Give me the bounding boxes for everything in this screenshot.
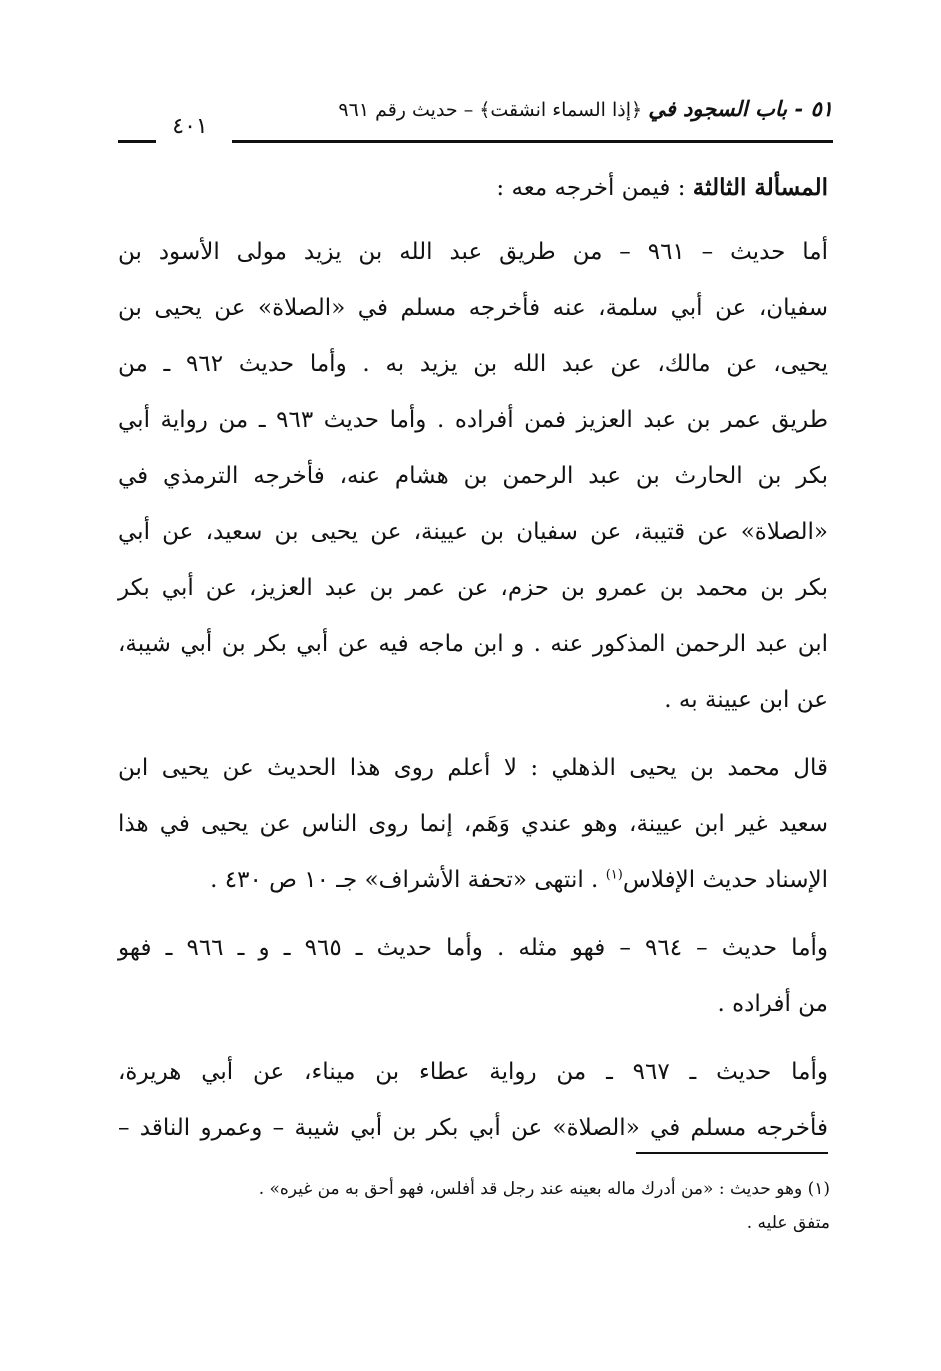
footnotes — [118, 1172, 830, 1240]
section-heading-rest: : فيمن أخرجه معه : — [496, 175, 686, 201]
hadith-reference: – حديث رقم ٩٦١ — [338, 99, 474, 121]
header-rule — [232, 140, 833, 143]
footnote-separator — [636, 1152, 828, 1154]
footnote-line: متفق عليه . — [746, 1213, 830, 1233]
text-line: عن ابن عيينة به . — [664, 687, 828, 713]
paragraph — [118, 224, 828, 728]
chapter-title: ٥١ - باب السجود في — [648, 96, 833, 121]
text-line: وأما حديث ـ ٩٦٧ ـ من رواية عطاء بن ميناء، عن أبي هريرة، — [118, 1059, 828, 1085]
text-line: بكر بن محمد بن عمرو بن حزم، عن عمر بن عبد العزيز، عن أبي بكر — [118, 575, 828, 601]
text-line: ابن عبد الرحمن المذكور عنه . و ابن ماجه فيه عن أبي بكر بن أبي شيبة، — [118, 631, 828, 657]
main-text — [118, 168, 828, 1168]
text-line: قال محمد بن يحيى الذهلي : لا أعلم روى هذا الحديث عن يحيى ابن — [118, 755, 828, 781]
text-line: فأخرجه مسلم في «الصلاة» عن أبي بكر بن أبي شيبة – وعمرو الناقد – — [118, 1115, 828, 1141]
footnote-marker: (١) — [605, 867, 623, 883]
text-line: يحيى، عن مالك، عن عبد الله بن يزيد به . وأما حديث ٩٦٢ ـ من — [118, 351, 828, 377]
text-line: وأما حديث – ٩٦٤ – فهو مثله . وأما حديث ـ ٩٦٥ ـ و ـ ٩٦٦ ـ فهو — [118, 935, 829, 961]
text-line: سفيان، عن أبي سلمة، عنه فأخرجه مسلم في «الصلاة» عن يحيى بن — [118, 295, 828, 321]
text-line: سعيد غير ابن عيينة، وهو عندي وَهَم، إنما روى الناس عن يحيى في هذا — [118, 811, 828, 837]
text-line: «الصلاة» عن قتيبة، عن سفيان بن عيينة، عن يحيى بن سعيد، عن أبي — [118, 519, 828, 545]
paragraph — [118, 1044, 828, 1156]
section-heading — [118, 168, 828, 208]
page-number-rule — [118, 140, 156, 143]
text-segment: الإسناد حديث الإفلاس — [622, 867, 828, 893]
surah-reference: ﴿إذا السماء انشقت﴾ — [479, 99, 643, 121]
text-line: أما حديث – ٩٦١ – من طريق عبد الله بن يزيد مولى الأسود بن — [118, 239, 828, 265]
paragraph — [118, 920, 828, 1032]
text-line: بكر بن الحارث بن عبد الرحمن بن هشام عنه، فأخرجه الترمذي في — [118, 463, 828, 489]
running-header — [235, 94, 833, 125]
page-number: ٤٠١ — [172, 114, 208, 139]
section-heading-label: المسألة الثالثة — [692, 174, 828, 201]
text-line: طريق عمر بن عبد العزيز فمن أفراده . وأما حديث ٩٦٣ ـ من رواية أبي — [118, 407, 829, 433]
footnote-line: (١) وهو حديث : «من أدرك ماله بعينه عند رجل قد أفلس، فهو أحق به من غيره» . — [258, 1179, 830, 1199]
paragraph — [118, 740, 828, 908]
text-line — [118, 852, 828, 908]
text-segment: . انتهى «تحفة الأشراف» جـ ١٠ ص ٤٣٠ . — [210, 867, 606, 893]
text-line: من أفراده . — [717, 991, 828, 1017]
